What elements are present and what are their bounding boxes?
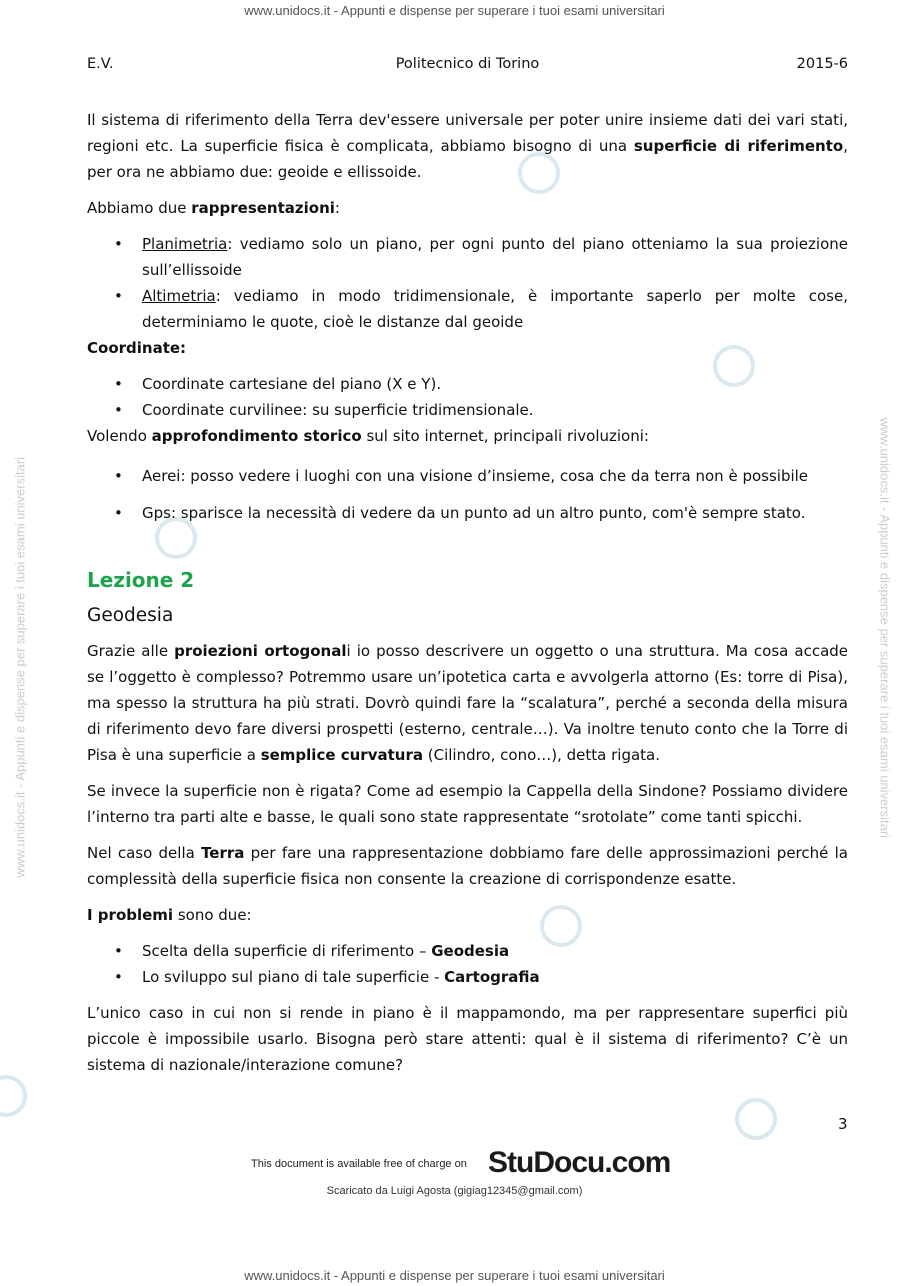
representations-intro: Abbiamo due rappresentazioni:: [87, 199, 340, 217]
intro-paragraph: Il sistema di riferimento della Terra dev'essere universale per poter unire insieme dati dei vari stati, regioni etc. La superficie fisica è complicata, abbiamo bisogno di una superficie di riferimento, per ora ne abbiamo due: geoide e ellissoide.: [87, 111, 848, 181]
list-item: • Scelta della superficie di riferimento – Geodesia: [87, 938, 848, 964]
coordinates-heading: Coordinate:: [87, 339, 187, 357]
list-item: • Coordinate cartesiane del piano (X e Y).: [87, 371, 848, 397]
right-side-watermark: www.unidocs.it - Appunti e dispense per superare i tuoi esami universitari: [877, 417, 893, 839]
history-list: [87, 463, 848, 526]
list-item: • Coordinate curvilinee: su superficie tridimensionale.: [87, 397, 848, 423]
document-body: [87, 107, 848, 1088]
studocu-logo[interactable]: StuDocu.com: [488, 1146, 671, 1179]
top-watermark-banner: www.unidocs.it - Appunti e dispense per superare i tuoi esami universitari: [244, 3, 665, 18]
footer-download-info: Scaricato da Luigi Agosta (gigiag12345@gmail.com): [326, 1185, 583, 1197]
problems-intro: I problemi sono due:: [87, 906, 252, 924]
problems-list: [87, 938, 848, 990]
section-title: Geodesia: [87, 605, 174, 626]
footer-availability-text: This document is available free of charge on: [251, 1158, 467, 1170]
list-item: • Aerei: posso vedere i luoghi con una visione d’insieme, cosa che da terra non è possibile: [87, 463, 848, 489]
earth-paragraph: Nel caso della Terra per fare una rappresentazione dobbiamo fare delle approssimazioni perché la complessità della superficie fisica non consente la creazione di corrispondenze esatte.: [87, 844, 848, 888]
sindone-paragraph: Se invece la superficie non è rigata? Come ad esempio la Cappella della Sindone? Possiamo dividere l’interno tra parti alte e basse, le quali sono state rappresentate “srotolate” come tanti spicchi.: [87, 782, 848, 826]
list-item: • Lo sviluppo sul piano di tale superficie - Cartografia: [87, 964, 848, 990]
watermark-logo-icon: [0, 1075, 27, 1117]
left-side-watermark: www.unidocs.it - Appunti e dispense per superare i tuoi esami universitari: [12, 456, 28, 878]
header-institution: Politecnico di Torino: [395, 56, 540, 72]
history-intro: Volendo approfondimento storico sul sito internet, principali rivoluzioni:: [87, 427, 649, 445]
page-number: 3: [838, 1115, 848, 1133]
header-year: 2015-6: [796, 56, 848, 72]
lesson-title: Lezione 2: [87, 568, 195, 592]
coordinates-list: [87, 371, 848, 423]
page-header: [87, 56, 848, 78]
geodesy-paragraph: Grazie alle proiezioni ortogonali io posso descrivere un oggetto o una struttura. Ma cosa accade se l’oggetto è complesso? Potremmo usare un’ipotetica carta e avvolgerla attorno (Es: torre di Pisa), ma spesso la struttura ha più strati. Dovrò quindi fare la “scalatura”, perché a seconda della misura di riferimento devo fare diversi prospetti (esterno, centrale…). Va inoltre tenuto conto che la Torre di Pisa è una superficie a semplice curvatura (Cilindro, cono…), detta rigata.: [87, 642, 849, 764]
list-item: • Gps: sparisce la necessità di vedere da un punto ad un altro punto, com'è sempre stato.: [87, 500, 848, 526]
bottom-watermark-banner: www.unidocs.it - Appunti e dispense per superare i tuoi esami universitari: [244, 1268, 665, 1283]
watermark-logo-icon: [735, 1098, 777, 1140]
header-author: E.V.: [87, 56, 114, 72]
list-item: • Planimetria: vediamo solo un piano, per ogni punto del piano otteniamo la sua proiezione sull’ellissoide: [87, 231, 848, 283]
list-item: • Altimetria: vediamo in modo tridimensionale, è importante saperlo per molte cose, determiniamo le quote, cioè le distanze dal geoide: [87, 283, 848, 335]
globe-paragraph: L’unico caso in cui non si rende in piano è il mappamondo, ma per rappresentare superfici più piccole è impossibile usarlo. Bisogna però stare attenti: qual è il sistema di riferimento? C’è un sistema di nazionale/interazione comune?: [87, 1004, 848, 1074]
representations-list: [87, 231, 848, 335]
